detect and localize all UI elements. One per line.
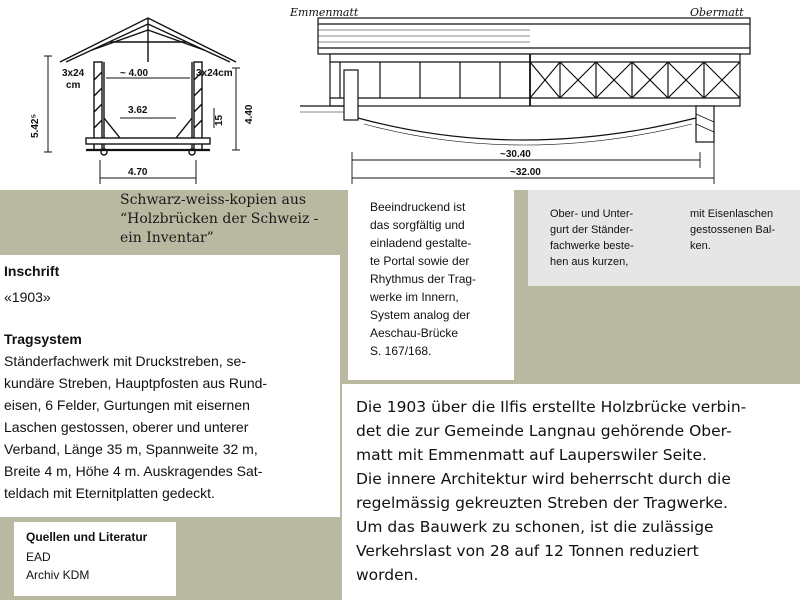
dim-beam-left-unit: cm	[66, 80, 81, 91]
text-line: das sorgfältig und	[370, 218, 465, 232]
text-line: te Portal sowie der	[370, 254, 470, 268]
text-line: teldach mit Eternitplatten gedeckt.	[4, 485, 215, 501]
text-line: ken.	[690, 240, 711, 252]
text-line: det die zur Gemeinde Langnau gehörende Ober-	[356, 422, 732, 440]
dim-side-height: 4.40	[244, 104, 255, 124]
text-line: hen aus kurzen,	[550, 256, 629, 268]
text-line: Rhythmus der Trag-	[370, 272, 477, 286]
quellen-panel	[14, 522, 176, 596]
text-line: Laschen gestossen, oberer und unterer	[4, 419, 249, 435]
bridge-drawing-panel	[0, 0, 800, 190]
dim-beam-left: 3x24	[62, 68, 85, 79]
text-line: Ständerfachwerk mit Druckstreben, se-	[4, 353, 246, 369]
text-line: matt mit Emmenmatt auf Lauperswiler Seite.	[356, 446, 707, 464]
source-line: Schwarz-weiss-kopien aus	[120, 192, 307, 208]
text-line: Ober- und Unter-	[550, 208, 634, 220]
quellen-item: EAD	[26, 550, 51, 564]
dim-small: 15	[214, 114, 225, 126]
inscription-panel	[0, 255, 340, 517]
text-line: S. 167/168.	[370, 344, 432, 358]
text-line: einladend gestalte-	[370, 236, 472, 250]
text-line: eisen, 6 Felder, Gurtungen mit eisernen	[4, 397, 250, 413]
dim-road-width: 3.62	[128, 105, 148, 116]
text-line: worden.	[356, 566, 419, 584]
text-line: Breite 4 m, Höhe 4 m. Auskragendes Sat-	[4, 463, 263, 479]
quellen-heading: Quellen und Literatur	[26, 530, 148, 544]
dim-beam-right: 3x24cm	[196, 68, 233, 79]
text-line: Beeindruckend ist	[370, 200, 466, 214]
text-line: Verkehrslast von 28 auf 12 Tonnen reduziert	[356, 542, 699, 560]
text-line: Verband, Länge 35 m, Spannweite 32 m,	[4, 441, 258, 457]
dim-span-inner: ~30.40	[500, 149, 531, 160]
text-line: Aeschau-Brücke	[370, 326, 459, 340]
quellen-item: Archiv KDM	[26, 568, 90, 582]
text-line: gurt der Ständer-	[550, 224, 634, 236]
portal-note	[348, 190, 514, 380]
text-line: mit Eisenlaschen	[690, 208, 774, 220]
dim-span-outer: ~32.00	[510, 167, 541, 178]
text-line: kundäre Streben, Hauptpfosten aus Rund-	[4, 375, 268, 391]
dim-inner-width: ~ 4.00	[120, 68, 149, 79]
text-line: werke im Innern,	[370, 290, 459, 304]
source-line: ein Inventar”	[120, 230, 214, 246]
tragsystem-heading: Tragsystem	[4, 331, 82, 347]
inscription-heading: Inschrift	[4, 263, 60, 279]
bridge-drawing	[0, 0, 800, 190]
text-line: Die 1903 über die Ilfis erstellte Holzbrücke verbin-	[356, 398, 747, 416]
inscription-value: «1903»	[4, 289, 51, 305]
text-line: regelmässig gekreuzten Streben der Tragwerke.	[356, 494, 728, 512]
gurt-note	[528, 190, 800, 286]
text-line: System analog der	[370, 308, 471, 322]
label-obermatt: Obermatt	[690, 6, 744, 19]
text-line: gestossenen Bal-	[690, 224, 775, 236]
label-emmenmatt: Emmenmatt	[290, 6, 359, 19]
dim-base-width: 4.70	[128, 167, 148, 178]
description-panel	[342, 384, 800, 600]
dim-height-total: 5.42⁵	[30, 113, 41, 138]
text-line: fachwerke beste-	[550, 240, 634, 252]
text-line: Um das Bauwerk zu schonen, ist die zulässige	[356, 518, 714, 536]
text-line: Die innere Architektur wird beherrscht durch die	[356, 470, 731, 488]
source-line: “Holzbrücken der Schweiz -	[120, 211, 319, 227]
cross-section-drawing	[44, 18, 240, 184]
